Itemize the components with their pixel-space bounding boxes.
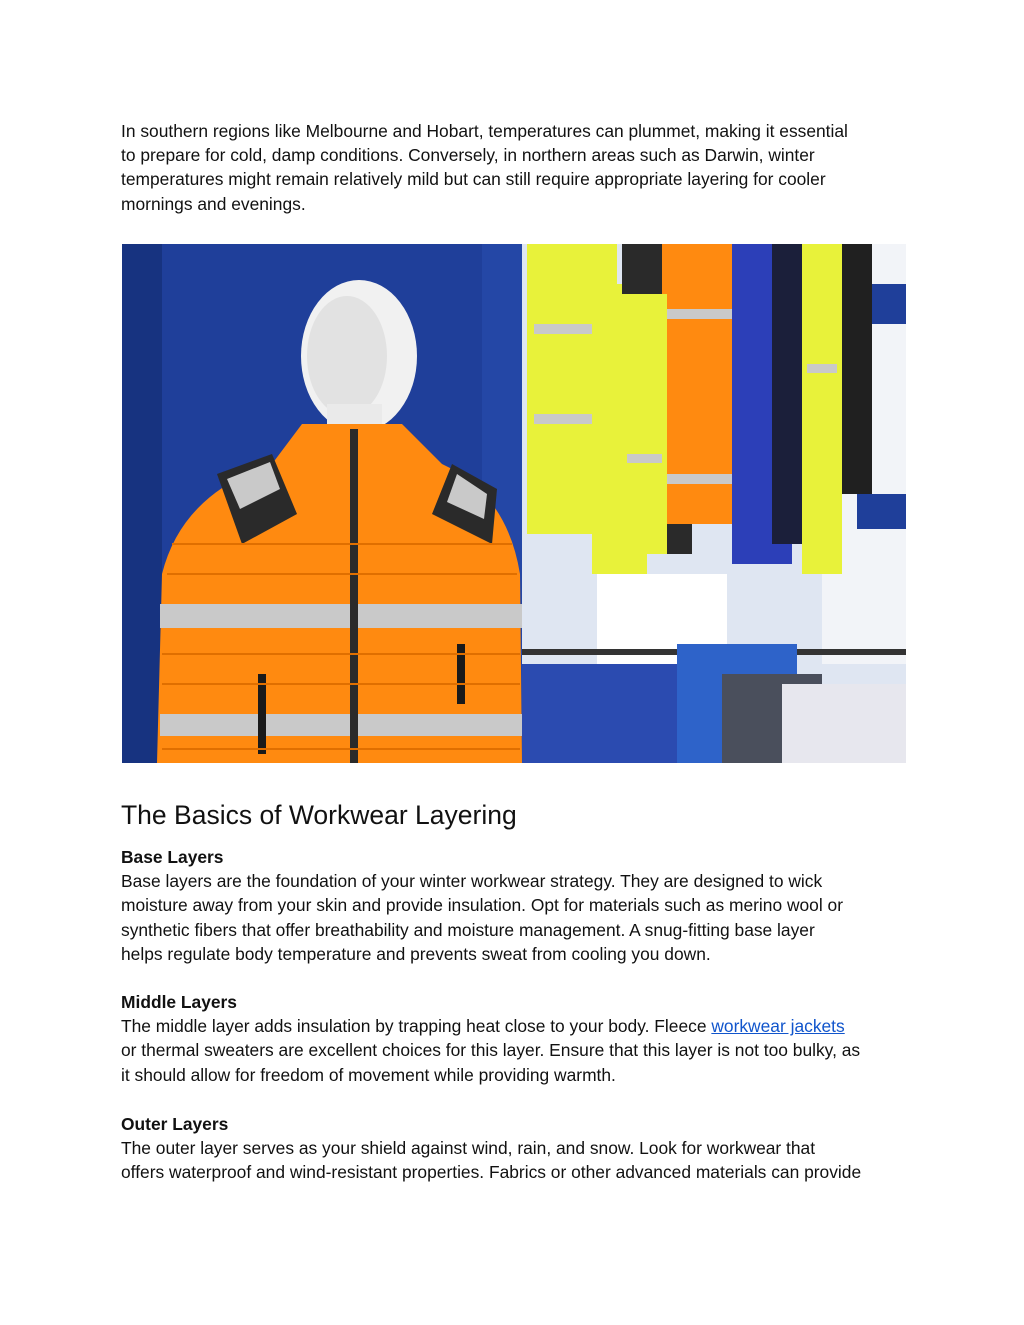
middle-line: or thermal sweaters are excellent choices for this layer. Ensure that this layer is not too bulky, as: [121, 1040, 861, 1061]
base-line: moisture away from your skin and provide insulation. Opt for materials such as merino wool or: [121, 895, 844, 916]
intro-line: temperatures might remain relatively mild but can still require appropriate layering for cooler: [121, 169, 826, 190]
middle-layers-title: Middle Layers: [121, 992, 237, 1012]
middle-line: it should allow for freedom of movement while providing warmth.: [121, 1064, 616, 1085]
intro-line: In southern regions like Melbourne and Hobart, temperatures can plummet, making it essential: [121, 121, 848, 141]
intro-line: to prepare for cold, damp conditions. Conversely, in northern areas such as Darwin, winter: [121, 145, 815, 166]
section-heading: The Basics of Workwear Layering: [121, 800, 517, 830]
base-layers-text: [121, 869, 911, 966]
base-layers-section: [121, 845, 911, 966]
middle-line: The middle layer adds insulation by trapping heat close to your body. Fleece: [121, 1016, 712, 1037]
workwear-photo: [122, 244, 906, 763]
workwear-jackets-link[interactable]: workwear jackets: [711, 1016, 845, 1037]
outer-line: offers waterproof and wind-resistant properties. Fabrics or other advanced materials can provide: [121, 1162, 862, 1183]
intro-paragraph: [121, 119, 905, 216]
outer-layers-section: [121, 1112, 911, 1185]
outer-line: The outer layer serves as your shield against wind, rain, and snow. Look for workwear that: [121, 1138, 816, 1159]
base-line: synthetic fibers that offer breathability and moisture management. A snug-fitting base layer: [121, 919, 815, 940]
middle-layers-section: [121, 990, 911, 1087]
base-line: Base layers are the foundation of your winter workwear strategy. They are designed to wick: [121, 871, 823, 892]
outer-layers-title: Outer Layers: [121, 1114, 229, 1134]
intro-line: mornings and evenings.: [121, 193, 306, 214]
middle-layers-text: [121, 1014, 911, 1087]
base-layers-title: Base Layers: [121, 847, 224, 867]
outer-layers-text: [121, 1136, 911, 1184]
base-line: helps regulate body temperature and prevents sweat from cooling you down.: [121, 943, 711, 964]
